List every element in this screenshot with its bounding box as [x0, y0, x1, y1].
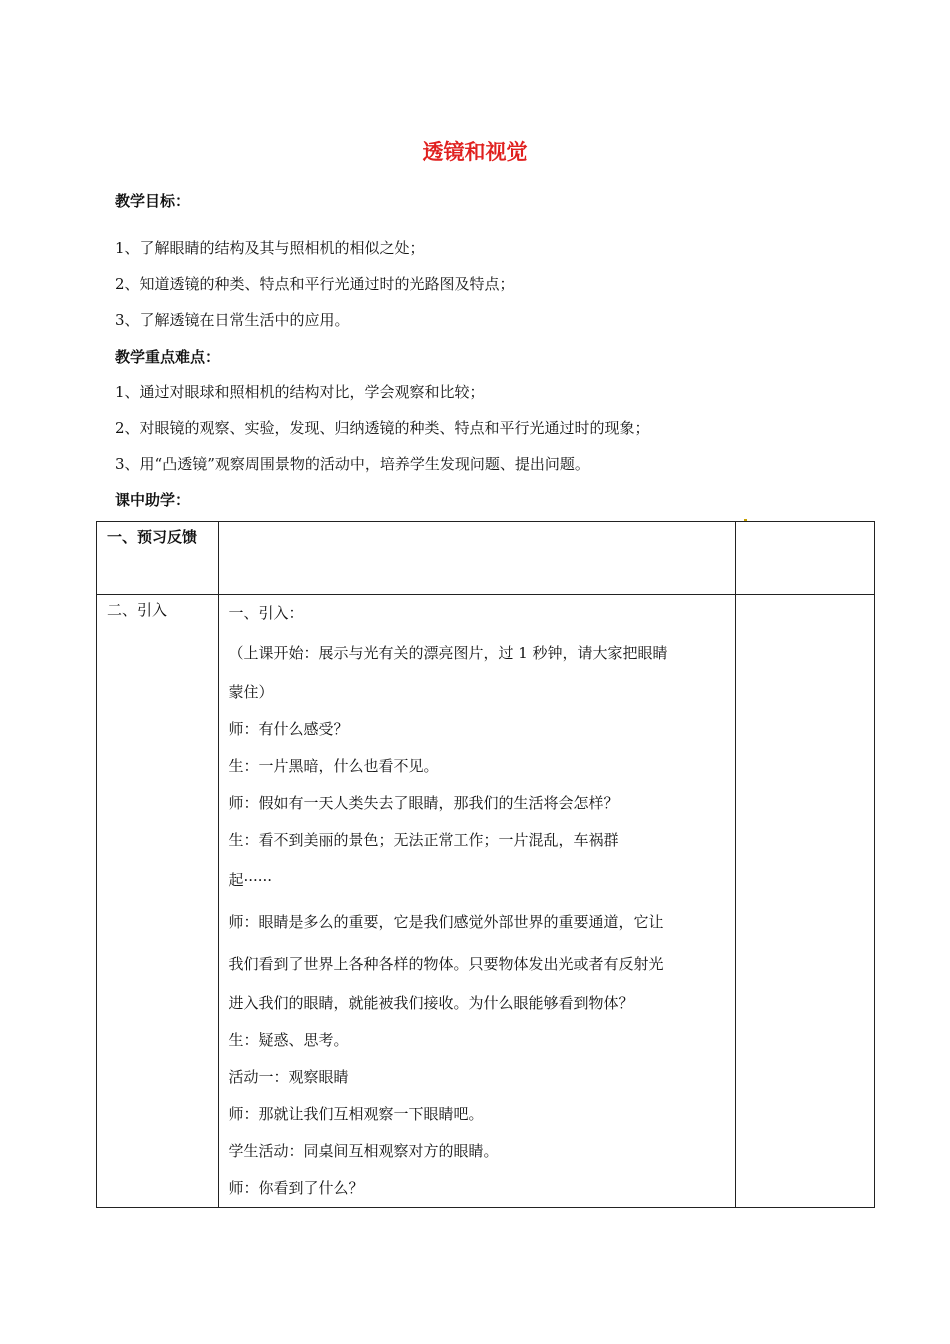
row-label-introduction: 二、引入: [107, 601, 168, 619]
lesson-table: [96, 521, 875, 1208]
content-line: 一、引入：: [228, 604, 304, 622]
row-content-cell: [219, 522, 736, 595]
objective-item-2: 2、知道透镜的种类、特点和平行光通过时的光路图及特点；: [115, 275, 515, 293]
objective-item-3: 3、了解透镜在日常生活中的应用。: [115, 311, 350, 329]
objectives-heading: 教学目标：: [115, 192, 191, 210]
row-notes-cell: [736, 522, 875, 595]
content-line: 师：有什么感受？: [228, 720, 349, 738]
row-label-cell: [97, 522, 219, 595]
content-line: 生：一片黑暗，什么也看不见。: [228, 757, 439, 775]
content-line: 师：那就让我们互相观察一下眼睛吧。: [228, 1105, 484, 1123]
row-label-cell: [97, 595, 219, 1208]
in-class-heading: 课中助学：: [115, 491, 191, 509]
content-line: 蒙住）: [228, 683, 274, 701]
table-row: [97, 522, 875, 595]
content-line: 进入我们的眼睛，就能被我们接收。为什么眼能够看到物体？: [228, 994, 634, 1012]
key-point-item-1: 1、通过对眼球和照相机的结构对比，学会观察和比较；: [115, 383, 485, 401]
content-line: 师：假如有一天人类失去了眼睛，那我们的生活将会怎样？: [228, 794, 619, 812]
content-line: 活动一：观察眼睛: [228, 1068, 349, 1086]
key-point-item-2: 2、对眼镜的观察、实验，发现、归纳透镜的种类、特点和平行光通过时的现象；: [115, 419, 650, 437]
row-label-preview-feedback: 一、预习反馈: [107, 528, 198, 546]
table-row: [97, 595, 875, 1208]
row-notes-cell: [736, 595, 875, 1208]
key-point-item-3: 3、用“凸透镜”观察周围景物的活动中，培养学生发现问题、提出问题。: [115, 455, 590, 473]
content-line: （上课开始：展示与光有关的漂亮图片，过 1 秒钟，请大家把眼睛: [228, 644, 668, 662]
objective-item-1: 1、了解眼睛的结构及其与照相机的相似之处；: [115, 239, 425, 257]
key-points-heading: 教学重点难点：: [115, 348, 221, 366]
content-line: 生：看不到美丽的景色；无法正常工作；一片混乱，车祸群: [228, 831, 619, 849]
content-line: 起······: [228, 871, 273, 889]
content-line: 师：眼睛是多么的重要，它是我们感觉外部世界的重要通道，它让: [228, 913, 664, 931]
row-content-cell: [219, 595, 736, 1208]
document-title: 透镜和视觉: [422, 140, 528, 164]
content-line: 学生活动：同桌间互相观察对方的眼睛。: [228, 1142, 499, 1160]
content-line: 师：你看到了什么？: [228, 1179, 364, 1197]
content-line: 我们看到了世界上各种各样的物体。只要物体发出光或者有反射光: [228, 955, 664, 973]
content-line: 生：疑惑、思考。: [228, 1031, 349, 1049]
